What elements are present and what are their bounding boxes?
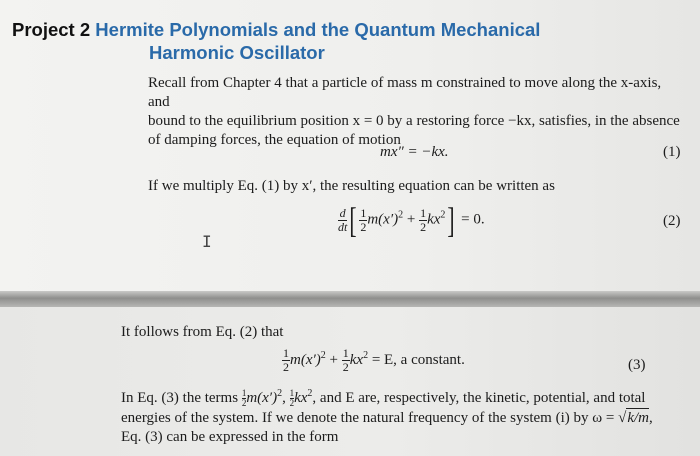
multiply-paragraph: If we multiply Eq. (1) by x′, the resulting equation can be written as xyxy=(148,178,555,194)
equation-1-number: (1) xyxy=(663,144,681,160)
project-title-line2: Harmonic Oscillator xyxy=(149,42,325,63)
half-fraction-4: $\frac{1}{2}$ xyxy=(342,346,349,374)
follows-paragraph: It follows from Eq. (2) that xyxy=(121,324,284,340)
plus-sign: + xyxy=(406,211,416,228)
derivative-operator: $\frac{d}{dt}$ xyxy=(338,205,348,234)
intro-line-1: Recall from Chapter 4 that a particle of mass m constrained to move along the x-axis, and xyxy=(148,75,662,110)
equation-2: $\frac{d}{dt}$ [ $\frac{1}{2}$ $m(x')^2$ + $\frac{1}{2}$ $kx^2] = 0$. xyxy=(338,200,485,240)
equation-3-number: (3) xyxy=(628,357,646,373)
lower-page-section xyxy=(0,307,700,456)
energy-line-2: energies of the system. If we denote the natural frequency of the system (i) by ω = √k/m, xyxy=(121,410,653,427)
project-heading xyxy=(12,18,662,64)
potential-term-3: kx xyxy=(349,351,364,368)
project-label: Project 2 xyxy=(12,19,91,40)
intro-line-3: of damping forces, the equation of motion xyxy=(148,132,401,148)
plus-sign-3: + xyxy=(329,351,338,368)
potential-term: kx xyxy=(427,211,441,228)
half-fraction-2: $\frac{1}{2}$ xyxy=(420,205,427,234)
right-bracket: ] xyxy=(447,200,456,240)
left-bracket: [ xyxy=(349,200,357,240)
energy-paragraph xyxy=(121,389,681,447)
equation-1: mx″ = −kx. xyxy=(380,144,449,160)
kinetic-term: m(x′) xyxy=(367,211,399,228)
equation-2-number: (2) xyxy=(663,213,681,229)
half-fraction: $\frac{1}{2}$ xyxy=(360,205,367,234)
energy-line-3: Eq. (3) can be expressed in the form xyxy=(121,429,339,446)
page-divider xyxy=(0,291,700,307)
text-cursor-icon: I xyxy=(202,232,212,251)
equals-zero: = 0. xyxy=(461,211,485,228)
energy-line-1: In Eq. (3) the terms $\frac{1}{2}$ $m(x')^2$, $\frac{1}{2}$ $kx^2$, and E are, respectively, the kinetic, potential, and total xyxy=(121,388,646,409)
kinetic-term-3: m(x′) xyxy=(290,351,321,368)
half-fraction-3: $\frac{1}{2}$ xyxy=(283,346,289,374)
project-title-line1: Hermite Polynomials and the Quantum Mechanical xyxy=(95,19,541,40)
intro-line-2: bound to the equilibrium position x = 0 by a restoring force −kx, satisfies, in the absence xyxy=(148,113,680,129)
energy-constant: = E, a constant. xyxy=(371,351,465,368)
equation-3: $\frac{1}{2}$ $m(x')^2$ + $\frac{1}{2}$ $kx^2 = E$, a constant. xyxy=(283,346,465,374)
intro-paragraph xyxy=(148,74,684,150)
